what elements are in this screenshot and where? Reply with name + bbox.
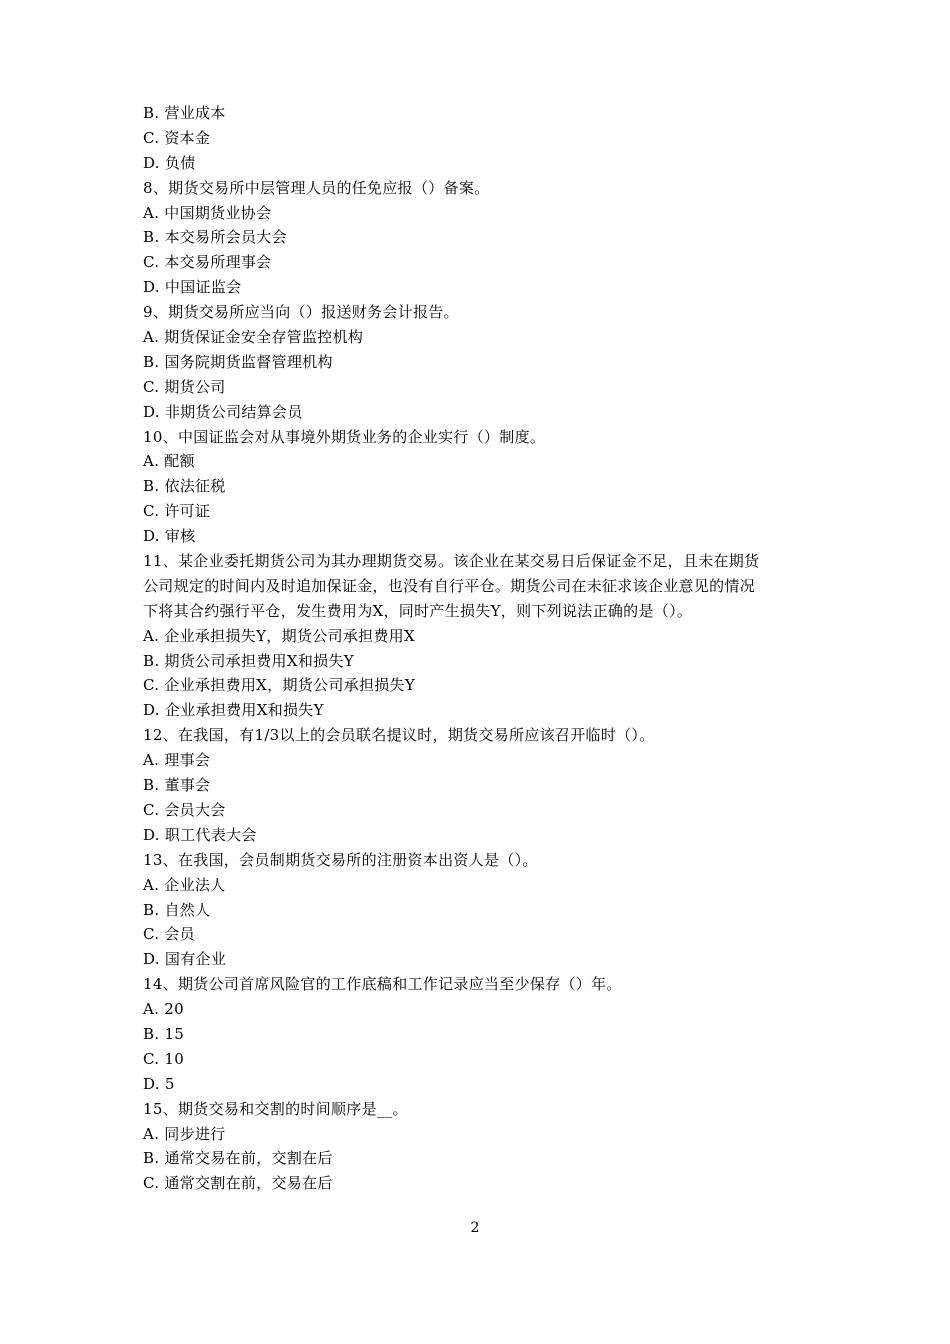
option-line: B. 本交易所会员大会 — [143, 228, 287, 247]
option-line: C. 本交易所理事会 — [143, 253, 272, 272]
option-line: C. 通常交割在前，交易在后 — [143, 1174, 333, 1193]
option-line: C. 期货公司 — [143, 377, 226, 396]
option-line: C. 10 — [143, 1049, 185, 1068]
option-line: B. 依法征税 — [143, 477, 226, 496]
question-13: 13、在我国，会员制期货交易所的注册资本出资人是（）。 — [143, 850, 538, 869]
option-line: C. 许可证 — [143, 502, 211, 521]
option-line: D. 负债 — [143, 153, 196, 172]
option-line: C. 会员 — [143, 925, 195, 944]
option-line: D. 国有企业 — [143, 950, 227, 969]
option-line: C. 企业承担费用X，期货公司承担损失Y — [143, 676, 416, 695]
option-line: B. 通常交易在前，交割在后 — [143, 1149, 333, 1168]
option-line: A. 企业法人 — [143, 875, 226, 894]
question-12: 12、在我国，有1/3以上的会员联名提议时，期货交易所应该召开临时（）。 — [143, 726, 655, 745]
option-line: B. 国务院期货监督管理机构 — [143, 352, 333, 371]
option-line: B. 自然人 — [143, 900, 211, 919]
option-line: A. 20 — [143, 1000, 184, 1019]
question-11-line-3: 下将其合约强行平仓，发生费用为X，同时产生损失Y，则下列说法正确的是（）。 — [143, 601, 693, 620]
question-15: 15、期货交易和交割的时间顺序是__。 — [143, 1099, 408, 1118]
question-11-line-2: 公司规定的时间内及时追加保证金，也没有自行平仓。期货公司在未征求该企业意见的情况 — [143, 576, 756, 595]
option-line: C. 会员大会 — [143, 800, 226, 819]
question-11-line-1: 11、某企业委托期货公司为其办理期货交易。该企业在某交易日后保证金不足，且未在期货 — [143, 552, 760, 571]
option-line: D. 职工代表大会 — [143, 825, 257, 844]
option-line: D. 企业承担费用X和损失Y — [143, 701, 324, 720]
option-line: B. 营业成本 — [143, 104, 226, 122]
question-8: 8、期货交易所中层管理人员的任免应报（）备案。 — [143, 178, 490, 197]
option-line: A. 中国期货业协会 — [143, 203, 272, 222]
option-line: D. 审核 — [143, 527, 196, 546]
option-line: D. 中国证监会 — [143, 278, 242, 297]
question-14: 14、期货公司首席风险官的工作底稿和工作记录应当至少保存（）年。 — [143, 975, 622, 994]
option-line: D. 非期货公司结算会员 — [143, 402, 303, 421]
option-line: A. 理事会 — [143, 751, 211, 770]
option-line: B. 期货公司承担费用X和损失Y — [143, 651, 354, 670]
option-line: A. 配额 — [143, 452, 195, 471]
question-9: 9、期货交易所应当向（）报送财务会计报告。 — [143, 303, 459, 322]
option-line: B. 15 — [143, 1024, 185, 1043]
question-10: 10、中国证监会对从事境外期货业务的企业实行（）制度。 — [143, 427, 546, 446]
option-line: A. 同步进行 — [143, 1124, 226, 1143]
option-line: A. 企业承担损失Y，期货公司承担费用X — [143, 626, 415, 645]
document-body — [143, 101, 813, 1196]
option-line: B. 董事会 — [143, 776, 211, 795]
option-line: A. 期货保证金安全存管监控机构 — [143, 328, 364, 347]
option-line: D. 5 — [143, 1074, 175, 1093]
page-number: 2 — [470, 1220, 480, 1236]
option-line: C. 资本金 — [143, 128, 211, 147]
